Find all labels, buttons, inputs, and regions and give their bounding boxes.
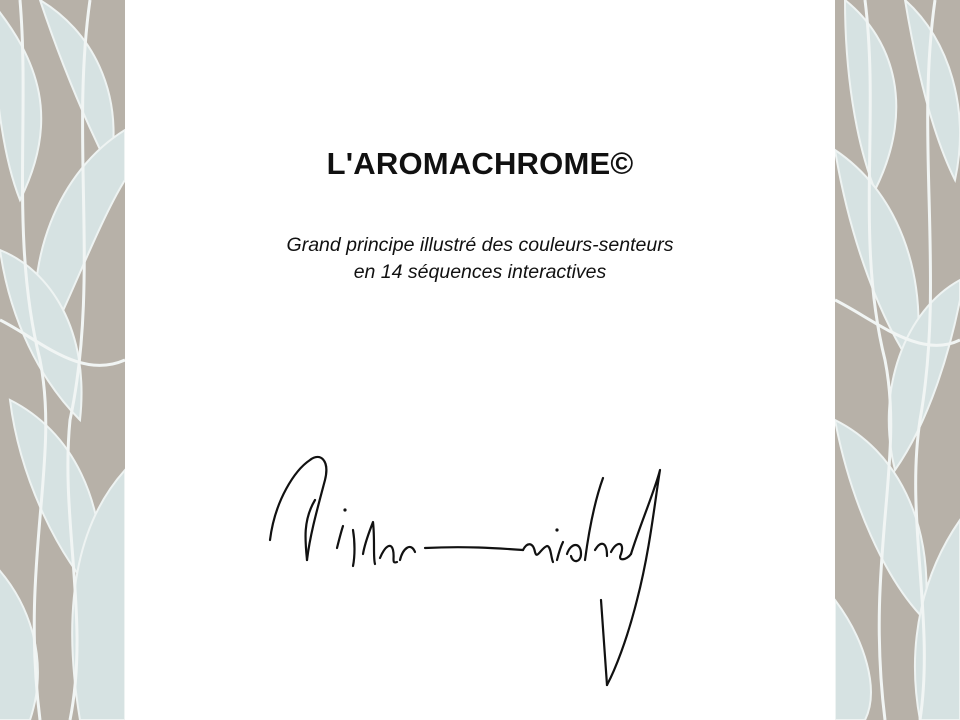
floral-pattern-left [0, 0, 125, 720]
handwritten-signature [255, 430, 675, 700]
subtitle-line-2: en 14 séquences interactives [353, 261, 607, 283]
right-floral-border [835, 0, 960, 720]
title-card [125, 0, 835, 720]
left-floral-border [0, 0, 125, 720]
page-title: L'AROMACHROME© [326, 146, 634, 181]
subtitle-line-1: Grand principe illustré des couleurs-senteurs [286, 234, 674, 256]
page-subtitle [125, 232, 835, 286]
floral-pattern-right [835, 0, 960, 720]
